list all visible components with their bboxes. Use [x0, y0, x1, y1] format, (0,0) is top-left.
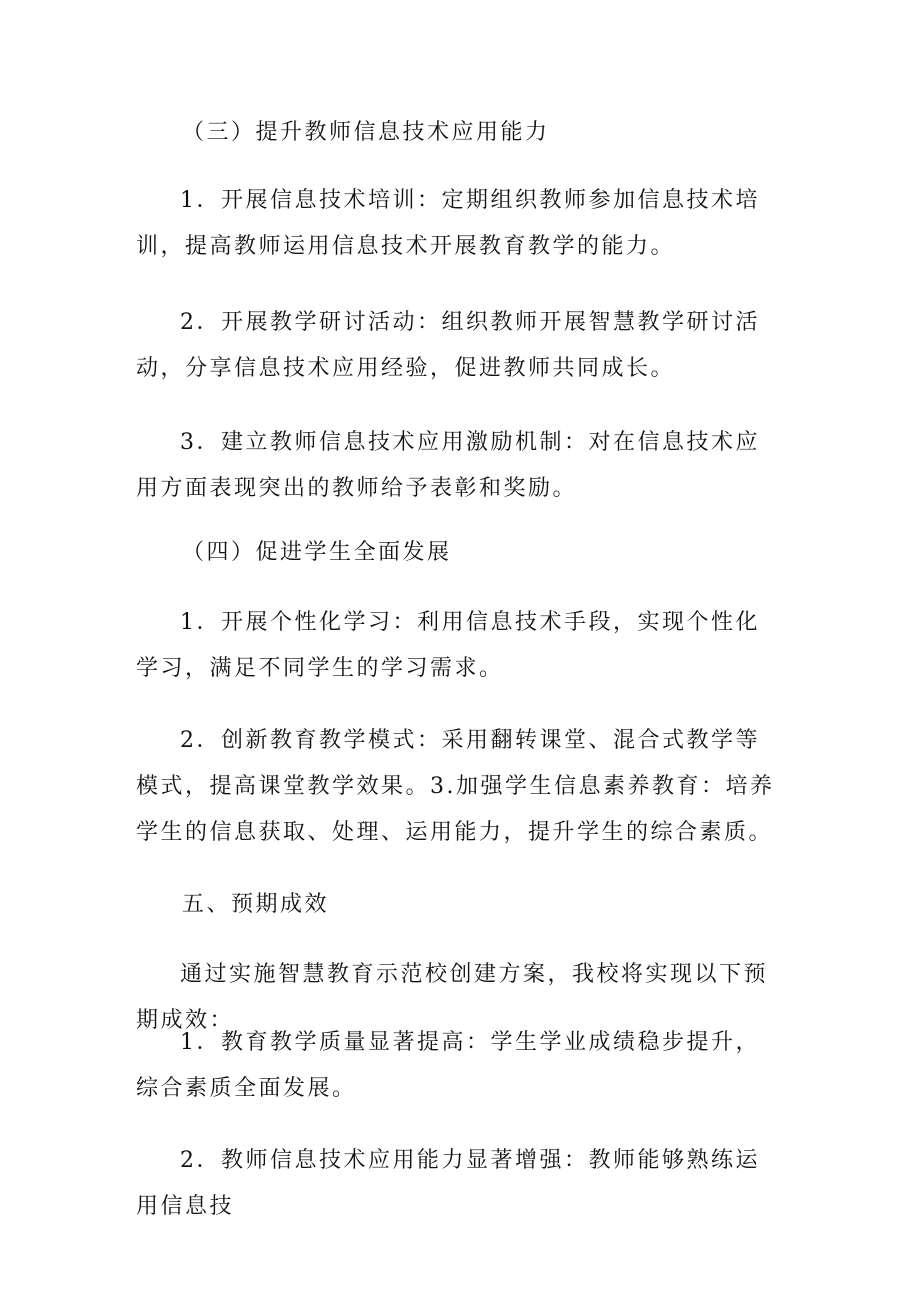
paragraph-4-2: 2．创新教育教学模式：采用翻转课堂、混合式教学等模式，提高课堂教学效果。3.加强学生信息素养教育：培养学生的信息获取、处理、运用能力，提升学生的综合素质。: [136, 728, 775, 845]
paragraph-4-1: 1．开展个性化学习：利用信息技术手段，实现个性化学习，满足不同学生的学习需求。: [136, 610, 760, 681]
section-heading-5: 五、预期成效: [182, 892, 330, 917]
section-heading-3: （三）提升教师信息技术应用能力: [182, 120, 550, 145]
paragraph-3-3: 3．建立教师信息技术应用激励机制：对在信息技术应用方面表现突出的教师给予表彰和奖励。: [136, 430, 760, 501]
section-heading-4: （四）促进学生全面发展: [182, 540, 452, 565]
paragraph-3-1: 1．开展信息技术培训：定期组织教师参加信息技术培训，提高教师运用信息技术开展教育教学的能力。: [136, 188, 760, 259]
paragraph-5-intro: 通过实施智慧教育示范校创建方案，我校将实现以下预期成效：: [136, 962, 769, 1033]
paragraph-5-2: 2．教师信息技术应用能力显著增强：教师能够熟练运用信息技: [136, 1148, 760, 1219]
paragraph-5-1: 1．教育教学质量显著提高：学生学业成绩稳步提升，综合素质全面发展。: [136, 1030, 760, 1101]
paragraph-3-2: 2．开展教学研讨活动：组织教师开展智慧教学研讨活动，分享信息技术应用经验，促进教师共同成长。: [136, 310, 760, 381]
